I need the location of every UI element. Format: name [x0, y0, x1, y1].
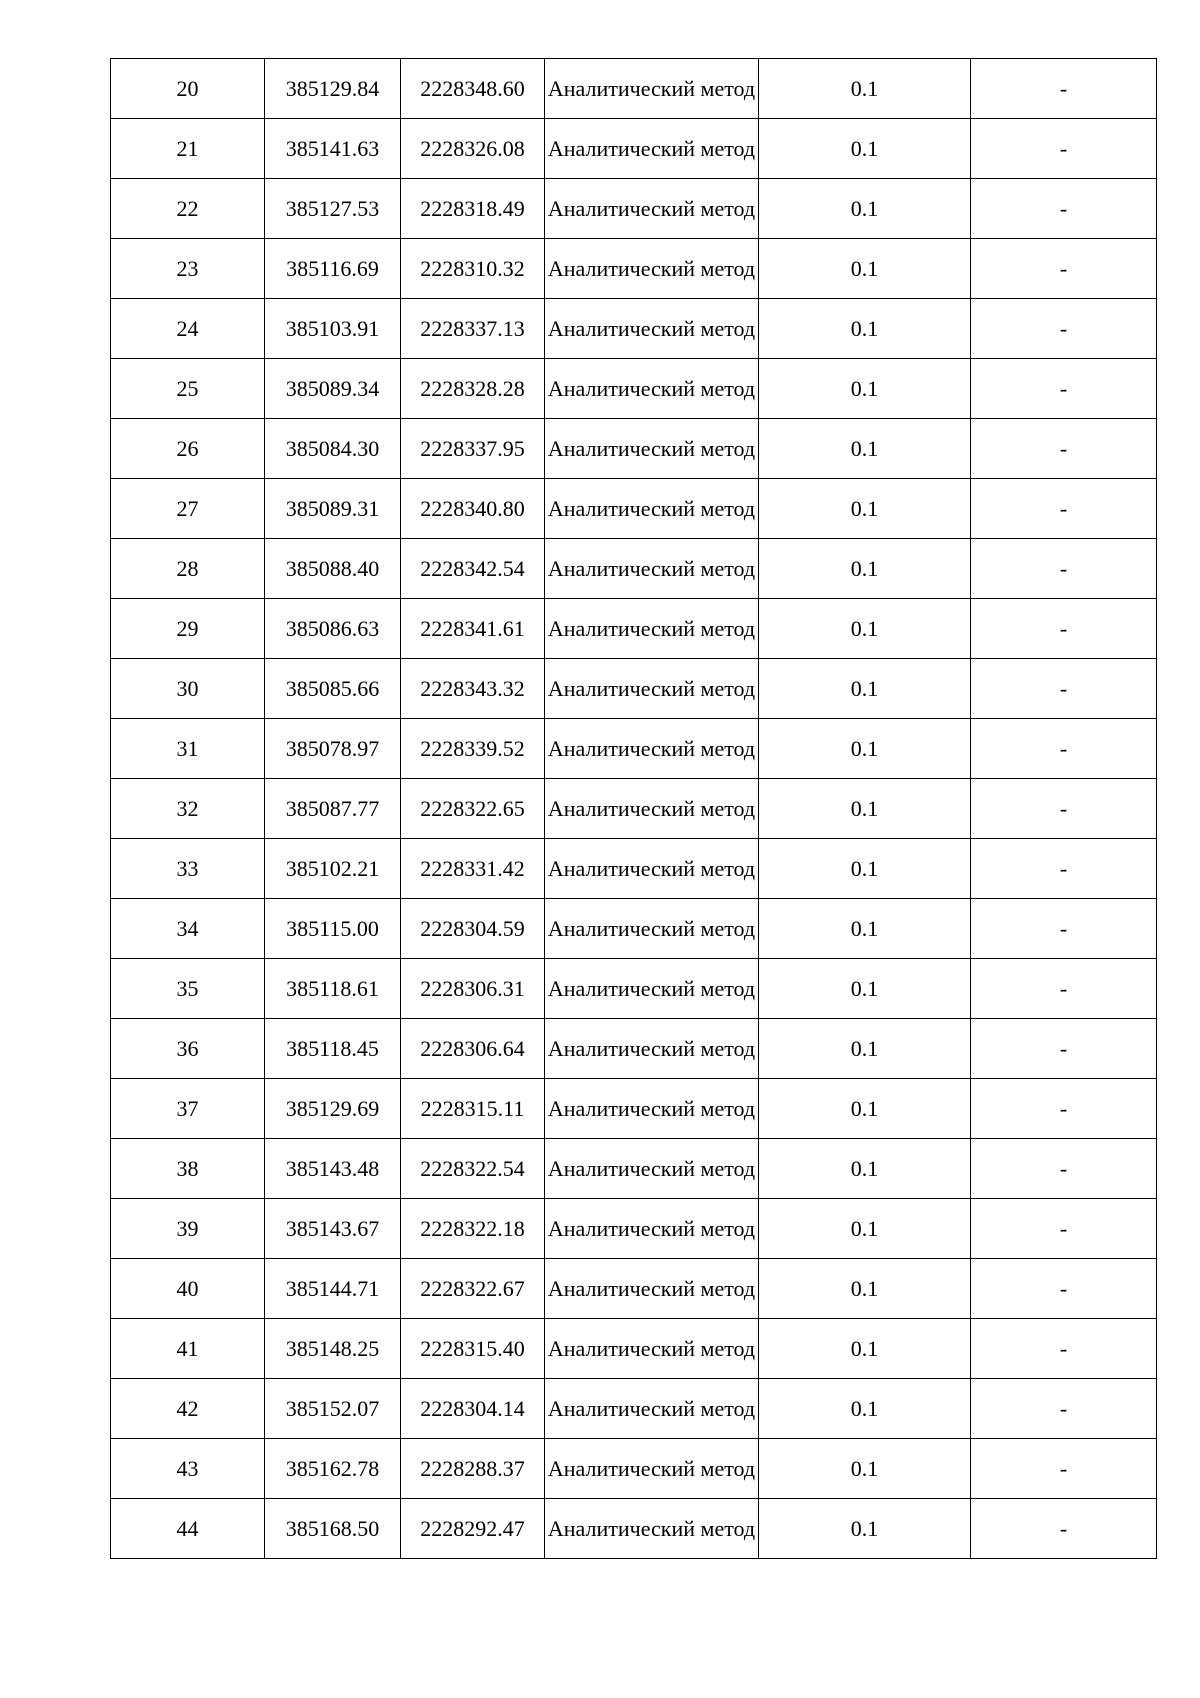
note-cell: - — [971, 599, 1157, 659]
x-coordinate-cell: 385127.53 — [265, 179, 401, 239]
accuracy-cell: 0.1 — [759, 1499, 971, 1559]
y-coordinate-cell: 2228322.67 — [401, 1259, 545, 1319]
method-cell: Аналитический метод — [545, 839, 759, 899]
accuracy-cell: 0.1 — [759, 1139, 971, 1199]
accuracy-cell: 0.1 — [759, 59, 971, 119]
table-row — [111, 1019, 1157, 1079]
method-cell: Аналитический метод — [545, 1439, 759, 1499]
note-cell: - — [971, 539, 1157, 599]
table-row — [111, 1199, 1157, 1259]
accuracy-cell: 0.1 — [759, 959, 971, 1019]
x-coordinate-cell: 385089.34 — [265, 359, 401, 419]
y-coordinate-cell: 2228288.37 — [401, 1439, 545, 1499]
accuracy-cell: 0.1 — [759, 659, 971, 719]
point-number-cell: 21 — [111, 119, 265, 179]
y-coordinate-cell: 2228339.52 — [401, 719, 545, 779]
y-coordinate-cell: 2228322.65 — [401, 779, 545, 839]
y-coordinate-cell: 2228343.32 — [401, 659, 545, 719]
table-row — [111, 1439, 1157, 1499]
table-row — [111, 839, 1157, 899]
point-number-cell: 28 — [111, 539, 265, 599]
method-cell: Аналитический метод — [545, 419, 759, 479]
note-cell: - — [971, 719, 1157, 779]
accuracy-cell: 0.1 — [759, 479, 971, 539]
table-row — [111, 719, 1157, 779]
method-cell: Аналитический метод — [545, 1079, 759, 1139]
table-row — [111, 419, 1157, 479]
note-cell: - — [971, 419, 1157, 479]
table-row — [111, 479, 1157, 539]
table-row — [111, 1499, 1157, 1559]
point-number-cell: 30 — [111, 659, 265, 719]
point-number-cell: 32 — [111, 779, 265, 839]
accuracy-cell: 0.1 — [759, 1019, 971, 1079]
method-cell: Аналитический метод — [545, 899, 759, 959]
x-coordinate-cell: 385143.48 — [265, 1139, 401, 1199]
x-coordinate-cell: 385118.61 — [265, 959, 401, 1019]
accuracy-cell: 0.1 — [759, 419, 971, 479]
note-cell: - — [971, 359, 1157, 419]
y-coordinate-cell: 2228315.11 — [401, 1079, 545, 1139]
table-row — [111, 1259, 1157, 1319]
point-number-cell: 40 — [111, 1259, 265, 1319]
note-cell: - — [971, 959, 1157, 1019]
table-row — [111, 779, 1157, 839]
x-coordinate-cell: 385162.78 — [265, 1439, 401, 1499]
note-cell: - — [971, 1439, 1157, 1499]
y-coordinate-cell: 2228306.64 — [401, 1019, 545, 1079]
x-coordinate-cell: 385084.30 — [265, 419, 401, 479]
accuracy-cell: 0.1 — [759, 1199, 971, 1259]
x-coordinate-cell: 385148.25 — [265, 1319, 401, 1379]
y-coordinate-cell: 2228315.40 — [401, 1319, 545, 1379]
note-cell: - — [971, 1319, 1157, 1379]
x-coordinate-cell: 385102.21 — [265, 839, 401, 899]
point-number-cell: 26 — [111, 419, 265, 479]
note-cell: - — [971, 659, 1157, 719]
y-coordinate-cell: 2228322.18 — [401, 1199, 545, 1259]
point-number-cell: 25 — [111, 359, 265, 419]
x-coordinate-cell: 385088.40 — [265, 539, 401, 599]
y-coordinate-cell: 2228337.95 — [401, 419, 545, 479]
x-coordinate-cell: 385089.31 — [265, 479, 401, 539]
method-cell: Аналитический метод — [545, 719, 759, 779]
point-number-cell: 36 — [111, 1019, 265, 1079]
x-coordinate-cell: 385086.63 — [265, 599, 401, 659]
table-row — [111, 599, 1157, 659]
note-cell: - — [971, 179, 1157, 239]
note-cell: - — [971, 1019, 1157, 1079]
y-coordinate-cell: 2228304.14 — [401, 1379, 545, 1439]
table-row — [111, 179, 1157, 239]
x-coordinate-cell: 385103.91 — [265, 299, 401, 359]
x-coordinate-cell: 385129.69 — [265, 1079, 401, 1139]
note-cell: - — [971, 779, 1157, 839]
accuracy-cell: 0.1 — [759, 599, 971, 659]
point-number-cell: 44 — [111, 1499, 265, 1559]
x-coordinate-cell: 385168.50 — [265, 1499, 401, 1559]
accuracy-cell: 0.1 — [759, 899, 971, 959]
accuracy-cell: 0.1 — [759, 1259, 971, 1319]
x-coordinate-cell: 385152.07 — [265, 1379, 401, 1439]
point-number-cell: 29 — [111, 599, 265, 659]
coordinates-table — [110, 58, 1157, 1559]
accuracy-cell: 0.1 — [759, 119, 971, 179]
accuracy-cell: 0.1 — [759, 1079, 971, 1139]
y-coordinate-cell: 2228341.61 — [401, 599, 545, 659]
point-number-cell: 34 — [111, 899, 265, 959]
y-coordinate-cell: 2228337.13 — [401, 299, 545, 359]
table-row — [111, 119, 1157, 179]
method-cell: Аналитический метод — [545, 539, 759, 599]
point-number-cell: 39 — [111, 1199, 265, 1259]
y-coordinate-cell: 2228331.42 — [401, 839, 545, 899]
point-number-cell: 38 — [111, 1139, 265, 1199]
x-coordinate-cell: 385141.63 — [265, 119, 401, 179]
y-coordinate-cell: 2228342.54 — [401, 539, 545, 599]
y-coordinate-cell: 2228306.31 — [401, 959, 545, 1019]
method-cell: Аналитический метод — [545, 1379, 759, 1439]
note-cell: - — [971, 1199, 1157, 1259]
method-cell: Аналитический метод — [545, 479, 759, 539]
x-coordinate-cell: 385116.69 — [265, 239, 401, 299]
method-cell: Аналитический метод — [545, 599, 759, 659]
note-cell: - — [971, 479, 1157, 539]
method-cell: Аналитический метод — [545, 1139, 759, 1199]
point-number-cell: 35 — [111, 959, 265, 1019]
table-row — [111, 899, 1157, 959]
y-coordinate-cell: 2228310.32 — [401, 239, 545, 299]
table-row — [111, 239, 1157, 299]
note-cell: - — [971, 1139, 1157, 1199]
y-coordinate-cell: 2228304.59 — [401, 899, 545, 959]
method-cell: Аналитический метод — [545, 1199, 759, 1259]
accuracy-cell: 0.1 — [759, 1439, 971, 1499]
method-cell: Аналитический метод — [545, 1019, 759, 1079]
x-coordinate-cell: 385087.77 — [265, 779, 401, 839]
point-number-cell: 22 — [111, 179, 265, 239]
x-coordinate-cell: 385085.66 — [265, 659, 401, 719]
accuracy-cell: 0.1 — [759, 239, 971, 299]
table-row — [111, 959, 1157, 1019]
table-row — [111, 1079, 1157, 1139]
point-number-cell: 24 — [111, 299, 265, 359]
table-row — [111, 1139, 1157, 1199]
table-row — [111, 359, 1157, 419]
accuracy-cell: 0.1 — [759, 839, 971, 899]
method-cell: Аналитический метод — [545, 359, 759, 419]
point-number-cell: 23 — [111, 239, 265, 299]
x-coordinate-cell: 385078.97 — [265, 719, 401, 779]
note-cell: - — [971, 1259, 1157, 1319]
point-number-cell: 41 — [111, 1319, 265, 1379]
point-number-cell: 37 — [111, 1079, 265, 1139]
method-cell: Аналитический метод — [545, 1499, 759, 1559]
accuracy-cell: 0.1 — [759, 1379, 971, 1439]
x-coordinate-cell: 385129.84 — [265, 59, 401, 119]
method-cell: Аналитический метод — [545, 179, 759, 239]
note-cell: - — [971, 1379, 1157, 1439]
note-cell: - — [971, 1079, 1157, 1139]
method-cell: Аналитический метод — [545, 119, 759, 179]
point-number-cell: 20 — [111, 59, 265, 119]
note-cell: - — [971, 299, 1157, 359]
point-number-cell: 42 — [111, 1379, 265, 1439]
x-coordinate-cell: 385144.71 — [265, 1259, 401, 1319]
method-cell: Аналитический метод — [545, 59, 759, 119]
method-cell: Аналитический метод — [545, 299, 759, 359]
accuracy-cell: 0.1 — [759, 1319, 971, 1379]
accuracy-cell: 0.1 — [759, 299, 971, 359]
accuracy-cell: 0.1 — [759, 719, 971, 779]
point-number-cell: 43 — [111, 1439, 265, 1499]
accuracy-cell: 0.1 — [759, 359, 971, 419]
y-coordinate-cell: 2228340.80 — [401, 479, 545, 539]
method-cell: Аналитический метод — [545, 239, 759, 299]
table-row — [111, 59, 1157, 119]
y-coordinate-cell: 2228348.60 — [401, 59, 545, 119]
note-cell: - — [971, 1499, 1157, 1559]
y-coordinate-cell: 2228322.54 — [401, 1139, 545, 1199]
method-cell: Аналитический метод — [545, 959, 759, 1019]
method-cell: Аналитический метод — [545, 1259, 759, 1319]
table-row — [111, 1319, 1157, 1379]
note-cell: - — [971, 839, 1157, 899]
y-coordinate-cell: 2228292.47 — [401, 1499, 545, 1559]
x-coordinate-cell: 385143.67 — [265, 1199, 401, 1259]
method-cell: Аналитический метод — [545, 1319, 759, 1379]
note-cell: - — [971, 239, 1157, 299]
table-body — [111, 59, 1157, 1559]
table-row — [111, 299, 1157, 359]
point-number-cell: 31 — [111, 719, 265, 779]
x-coordinate-cell: 385115.00 — [265, 899, 401, 959]
table-row — [111, 539, 1157, 599]
x-coordinate-cell: 385118.45 — [265, 1019, 401, 1079]
note-cell: - — [971, 899, 1157, 959]
method-cell: Аналитический метод — [545, 659, 759, 719]
point-number-cell: 33 — [111, 839, 265, 899]
accuracy-cell: 0.1 — [759, 179, 971, 239]
note-cell: - — [971, 119, 1157, 179]
point-number-cell: 27 — [111, 479, 265, 539]
y-coordinate-cell: 2228326.08 — [401, 119, 545, 179]
method-cell: Аналитический метод — [545, 779, 759, 839]
table-row — [111, 1379, 1157, 1439]
accuracy-cell: 0.1 — [759, 539, 971, 599]
note-cell: - — [971, 59, 1157, 119]
y-coordinate-cell: 2228328.28 — [401, 359, 545, 419]
table-row — [111, 659, 1157, 719]
accuracy-cell: 0.1 — [759, 779, 971, 839]
y-coordinate-cell: 2228318.49 — [401, 179, 545, 239]
